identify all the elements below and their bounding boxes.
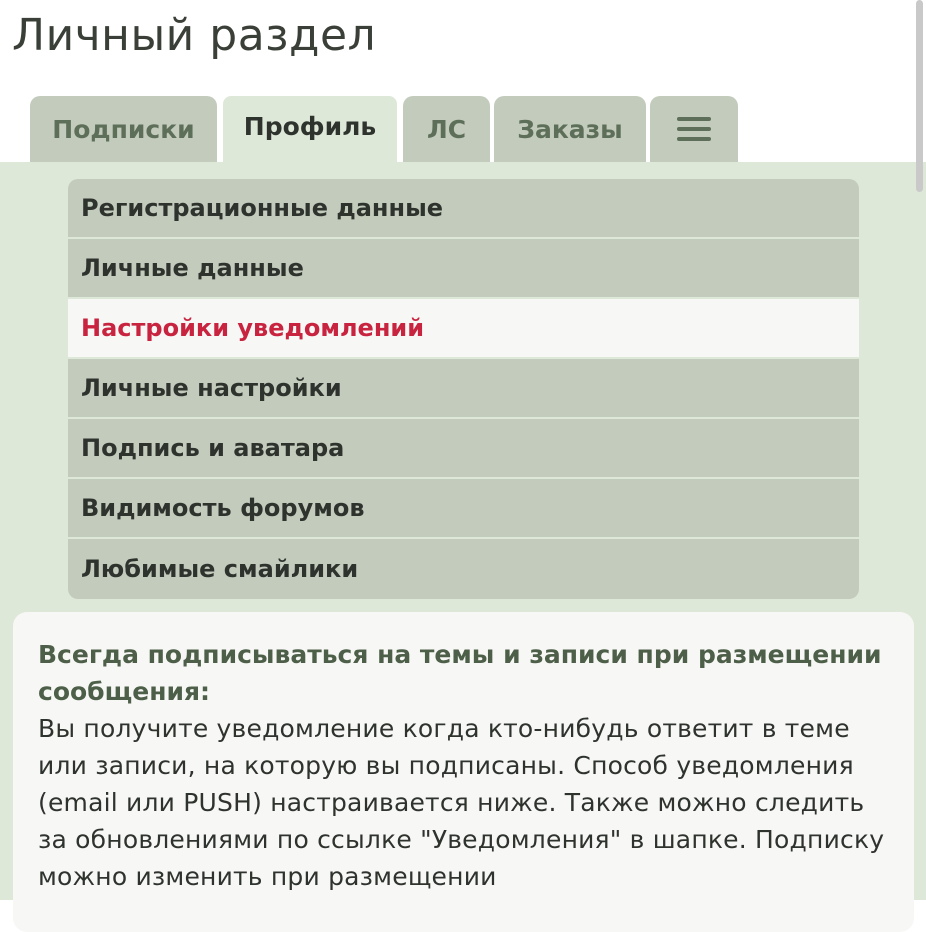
page-scrollbar[interactable] [912, 0, 926, 900]
scrollbar-thumb[interactable] [916, 0, 923, 192]
submenu-item-signature-avatar[interactable]: Подпись и аватара [68, 419, 859, 479]
profile-tabs [30, 96, 738, 164]
submenu-item-notification-settings[interactable]: Настройки уведомлений [68, 299, 859, 359]
profile-submenu [68, 179, 859, 599]
tab-orders[interactable]: Заказы [494, 96, 646, 162]
submenu-item-favorite-smileys[interactable]: Любимые смайлики [81, 555, 359, 583]
settings-content [13, 612, 914, 932]
hamburger-menu-icon [677, 117, 711, 141]
submenu-item-forum-visibility[interactable]: Видимость форумов [68, 479, 859, 539]
tab-profile[interactable]: Профиль [221, 94, 399, 162]
setting-title: Всегда подписываться на темы и записи при размещении сообщения: [38, 640, 882, 706]
submenu-item-personal-settings[interactable]: Личные настройки [68, 359, 859, 419]
tab-messages[interactable]: ЛС [403, 96, 490, 162]
tab-more-menu[interactable] [650, 96, 738, 162]
submenu-item-registration[interactable]: Регистрационные данные [68, 179, 859, 239]
setting-description: Вы получите уведомление когда кто-нибудь ответит в теме или записи, на которую вы подписаны. Способ уведомления (email или PUSH) настраивается ниже. Также можно следить за обновлениями по ссылке "Уведомления" в шапке. Подписку можно изменить при размещении [38, 714, 885, 891]
page-title: Личный раздел [12, 10, 377, 61]
tab-subscriptions[interactable]: Подписки [30, 96, 217, 162]
submenu-item-personal-data[interactable]: Личные данные [68, 239, 859, 299]
